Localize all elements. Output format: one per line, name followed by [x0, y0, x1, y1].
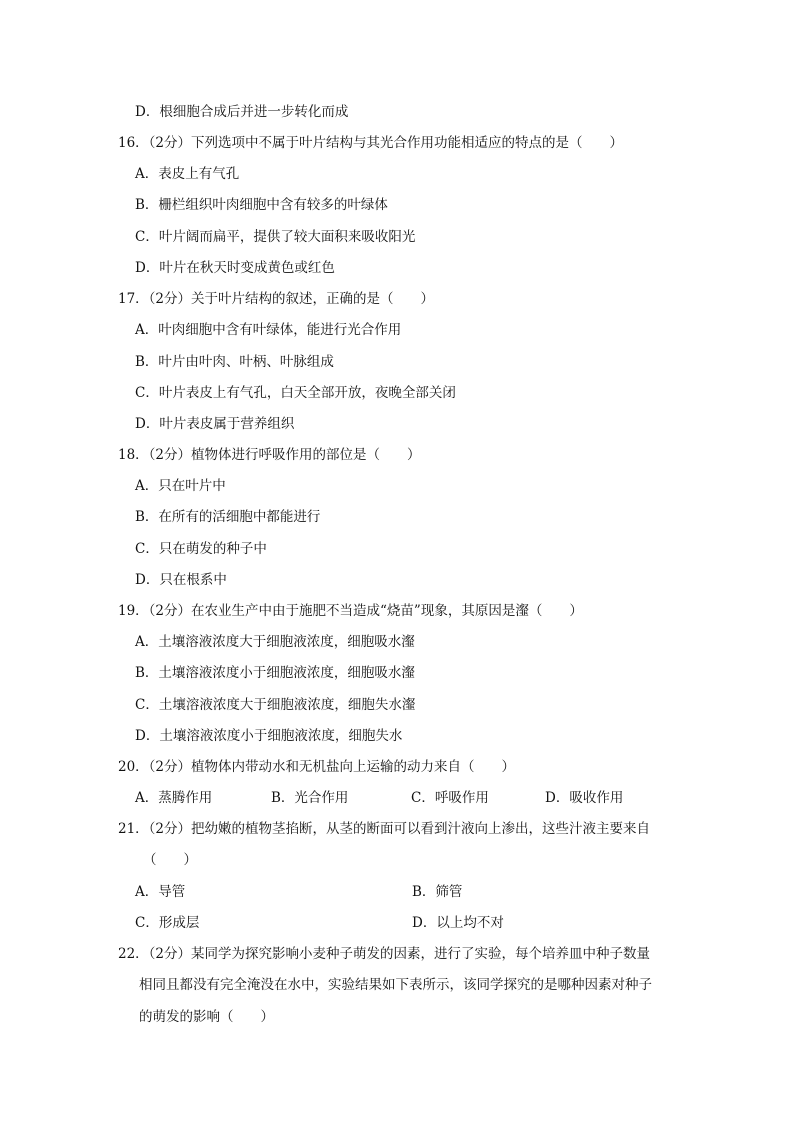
q21-option-c: C．形成层 [135, 915, 200, 931]
q18-option-a: A．只在叶片中 [135, 478, 226, 494]
q17-option-c: C．叶片表皮上有气孔，白天全部开放，夜晚全部关闭 [135, 385, 456, 401]
q16-stem: 16．（2分）下列选项中不属于叶片结构与其光合作用功能相适应的特点的是（ ） [118, 135, 624, 151]
q20-options-row [0, 788, 794, 808]
q19-option-b: B．土壤溶液浓度小于细胞液浓度，细胞吸水瀣 [135, 665, 415, 681]
q19-option-c: C．土壤溶液浓度大于细胞液浓度，细胞失水瀣 [135, 697, 416, 713]
q17-option-a: A．叶肉细胞中含有叶绿体，能进行光合作用 [135, 322, 402, 338]
q19-option-d: D．土壤溶液浓度小于细胞液浓度，细胞失水 [135, 728, 403, 744]
q20-option-c: C．呼吸作用 [411, 790, 489, 806]
q18-option-d: D．只在根系中 [135, 572, 227, 588]
q16-option-a: A．表皮上有气孔 [135, 166, 240, 182]
q22-stem-line1: 22．（2分）某同学为探究影响小麦种子萌发的因素，进行了实验，每个培养皿中种子数量 [118, 946, 651, 962]
q21-stem-line1: 21．（2分）把幼嫩的植物茎掐断，从茎的断面可以看到汁液向上渗出，这些汁液主要来自 [118, 821, 651, 837]
q16-option-c: C．叶片阔而扁平，提供了较大面积来吸收阳光 [135, 229, 416, 245]
q19-stem: 19．（2分）在农业生产中由于施肥不当造成“烧苗”现象，其原因是瀣（ ） [118, 603, 583, 619]
q18-option-c: C．只在萌发的种子中 [135, 541, 267, 557]
q22-stem-line2: 相同且都没有完全淹没在水中，实验结果如下表所示，该同学探究的是哪种因素对种子 [139, 977, 652, 993]
q21-option-a: A．导管 [135, 884, 186, 900]
q16-option-d: D．叶片在秋天时变成黄色或红色 [135, 260, 335, 276]
q21-option-b: B．筛管 [412, 884, 463, 900]
q17-option-b: B．叶片由叶肉、叶柄、叶脉组成 [135, 354, 334, 370]
q22-stem-line3: 的萌发的影响（ ） [139, 1009, 274, 1025]
q18-option-b: B．在所有的活细胞中都能进行 [135, 509, 321, 525]
q20-option-d: D．吸收作用 [545, 790, 624, 806]
q20-option-b: B．光合作用 [271, 790, 349, 806]
q20-stem: 20．（2分）植物体内带动水和无机盐向上运输的动力来自（ ） [118, 759, 516, 775]
q21-stem-line2: （ ） [143, 852, 197, 868]
q15-option-d: D．根细胞合成后并进一步转化而成 [135, 104, 349, 120]
q21-option-d: D．以上均不对 [412, 915, 504, 931]
q19-option-a: A．土壤溶液浓度大于细胞液浓度，细胞吸水瀣 [135, 634, 415, 650]
q16-option-b: B．栅栏组织叶肉细胞中含有较多的叶绿体 [135, 197, 388, 213]
q20-option-a: A．蒸腾作用 [135, 790, 213, 806]
q17-stem: 17．（2分）关于叶片结构的叙述，正确的是（ ） [118, 291, 435, 307]
q17-option-d: D．叶片表皮属于营养组织 [135, 416, 295, 432]
q18-stem: 18．（2分）植物体进行呼吸作用的部位是（ ） [118, 447, 421, 463]
